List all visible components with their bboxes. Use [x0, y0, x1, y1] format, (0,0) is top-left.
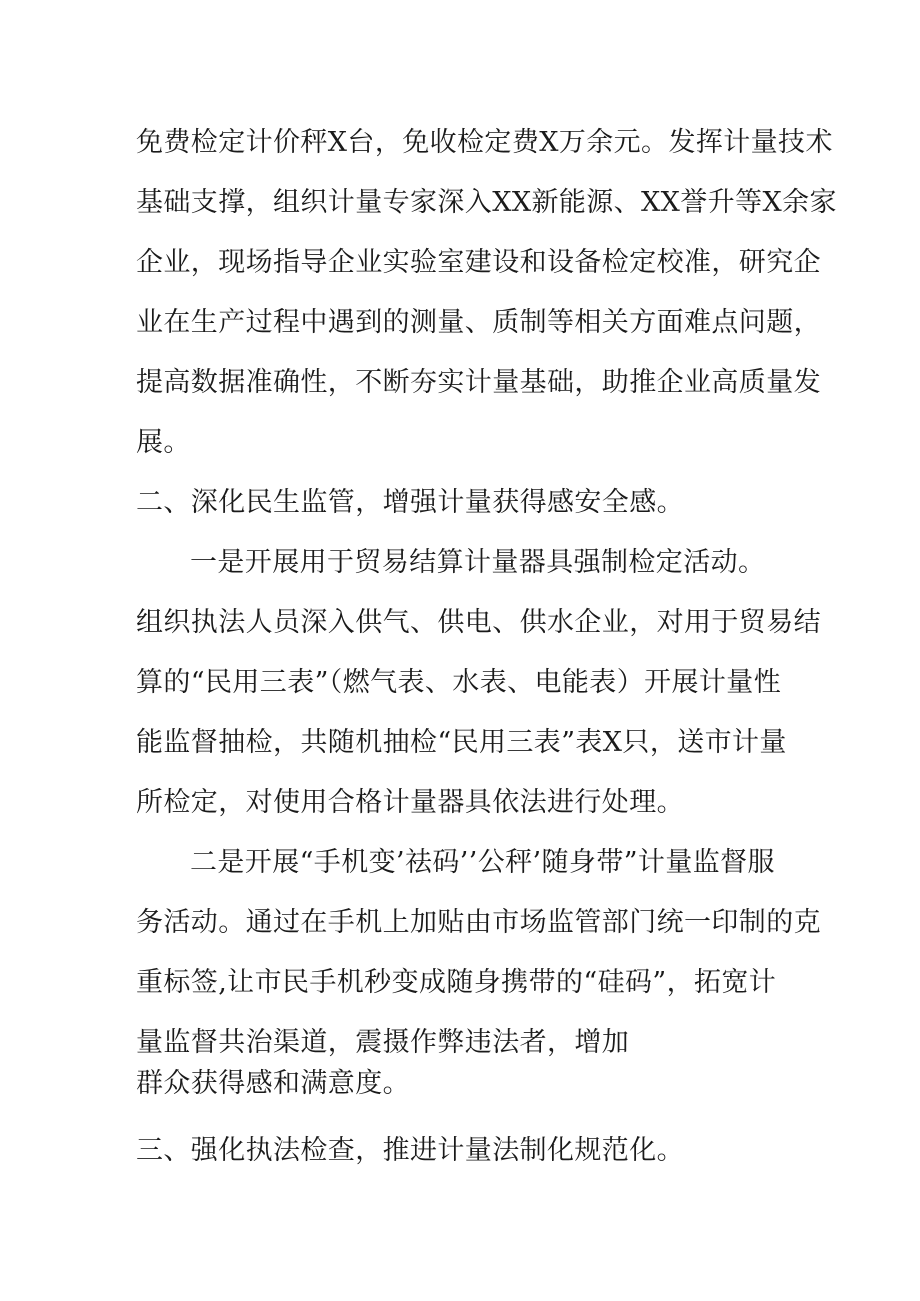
- paragraph-line-15: 重标签,让市民手机秒变成随身携带的“硅码”，拓宽计: [136, 967, 777, 998]
- paragraph-line-4: 业在生产过程中遇到的测量、质制等相关方面难点问题，: [136, 307, 821, 338]
- paragraph-line-16: 量监督共治渠道，震摄作弊违法者，增加: [136, 1027, 630, 1058]
- paragraph-line-11: 能监督抽检，共随机抽检“民用三表”表X只，送市计量: [136, 727, 787, 758]
- section-heading-3: 三、强化执法检查，推进计量法制化规范化。: [136, 1135, 684, 1166]
- section-heading-2: 二、深化民生监管，增强计量获得感安全感。: [136, 487, 684, 518]
- paragraph-line-13: 二是开展“手机变’祛码’’公秤’随身带”计量监督服: [190, 847, 775, 878]
- paragraph-line-1: 免费检定计价秤X台，免收检定费X万余元。发挥计量技术: [136, 127, 833, 158]
- paragraph-line-14: 务活动。通过在手机上加贴由市场监管部门统一印制的克: [136, 907, 821, 938]
- paragraph-line-10: 算的“民用三表”（燃气表、水表、电能表）开展计量性: [136, 667, 782, 698]
- paragraph-line-9: 组织执法人员深入供气、供电、供水企业，对用于贸易结: [136, 607, 821, 638]
- paragraph-line-3: 企业，现场指导企业实验室建设和设备检定校准，研究企: [136, 247, 821, 278]
- paragraph-line-5: 提高数据准确性，不断夯实计量基础，助推企业高质量发: [136, 367, 821, 398]
- paragraph-line-12: 所检定，对使用合格计量器具依法进行处理。: [136, 787, 684, 818]
- paragraph-line-17: 群众获得感和满意度。: [136, 1068, 410, 1099]
- paragraph-line-6: 展。: [136, 427, 191, 458]
- paragraph-line-8: 一是开展用于贸易结算计量器具强制检定活动。: [190, 547, 766, 578]
- paragraph-line-2: 基础支撑，组织计量专家深入XX新能源、XX誉升等X余家: [136, 187, 837, 218]
